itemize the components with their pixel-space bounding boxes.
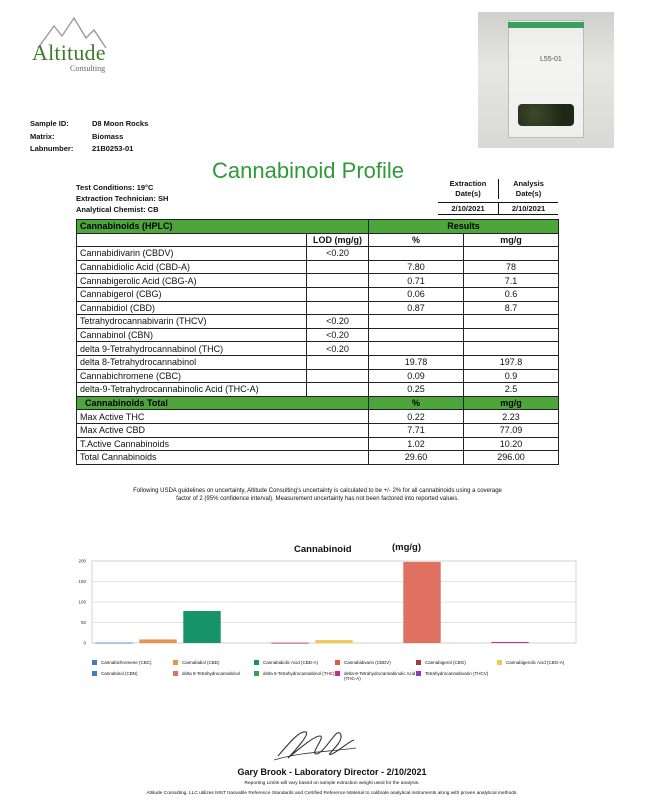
legend-label: Cannabidivarin (CBDV) bbox=[344, 660, 391, 665]
cannabinoid-name: Cannabichromene (CBC) bbox=[77, 369, 307, 383]
bar bbox=[95, 643, 132, 644]
total-name: T.Active Cannabinoids bbox=[77, 437, 369, 451]
cannabinoid-name: Cannabinol (CBN) bbox=[77, 328, 307, 342]
blank-header bbox=[77, 233, 307, 247]
legend-label: Cannabigerolic Acid (CBG-A) bbox=[506, 660, 565, 665]
mg-value: 2.5 bbox=[464, 383, 559, 397]
mg-value: 78 bbox=[464, 260, 559, 274]
logo-wordmark: Altitude bbox=[32, 40, 106, 65]
chart-legend bbox=[92, 660, 582, 687]
legend-swatch bbox=[335, 671, 340, 676]
table-row bbox=[77, 369, 559, 383]
table-row bbox=[77, 274, 559, 288]
results-table bbox=[76, 219, 559, 465]
totals-row bbox=[77, 410, 559, 424]
lod-value: <0.20 bbox=[307, 247, 369, 261]
percent-value bbox=[369, 315, 464, 329]
uncertainty-note bbox=[76, 487, 559, 503]
footer-reporting-limits: Reporting Limits will vary based on sample extraction weight used for the analysis. bbox=[244, 781, 420, 786]
mg-value: 8.7 bbox=[464, 301, 559, 315]
y-tick-label: 200 bbox=[78, 558, 86, 564]
legend-item bbox=[416, 660, 497, 665]
legend-item bbox=[173, 671, 254, 681]
dates-box bbox=[438, 179, 558, 215]
table-row bbox=[77, 260, 559, 274]
legend-item bbox=[335, 660, 416, 665]
chart-unit: (mg/g) bbox=[392, 542, 422, 553]
percent-value bbox=[369, 328, 464, 342]
cannabinoid-name: Cannabigerol (CBG) bbox=[77, 287, 307, 301]
legend-item bbox=[416, 671, 497, 681]
legend-item bbox=[254, 671, 335, 681]
totals-row bbox=[77, 451, 559, 465]
legend-label: delta 9-Tetrahydrocannabinol (THC) bbox=[263, 671, 335, 676]
table-row bbox=[77, 355, 559, 369]
cannabinoid-name: Cannabidiolic Acid (CBD-A) bbox=[77, 260, 307, 274]
mg-value bbox=[464, 247, 559, 261]
table-row bbox=[77, 301, 559, 315]
bar bbox=[403, 562, 440, 643]
table-row bbox=[77, 247, 559, 261]
sample-info-row bbox=[30, 143, 148, 156]
bar bbox=[491, 642, 528, 643]
cannabinoid-name: Tetrahydrocannabivarin (THCV) bbox=[77, 315, 307, 329]
legend-swatch bbox=[416, 671, 421, 676]
legend-item bbox=[254, 660, 335, 665]
percent-value: 0.71 bbox=[369, 274, 464, 288]
legend-swatch bbox=[335, 660, 340, 665]
legend-label: delta 8-Tetrahydrocannabinol bbox=[182, 671, 241, 676]
sample-info-value: Biomass bbox=[92, 131, 124, 141]
legend-item bbox=[92, 660, 173, 665]
cannabinoid-name: delta 9-Tetrahydrocannabinol (THC) bbox=[77, 342, 307, 356]
table-row bbox=[77, 342, 559, 356]
legend-swatch bbox=[416, 660, 421, 665]
totals-percent-header: % bbox=[369, 396, 464, 410]
altitude-logo bbox=[30, 14, 130, 76]
legend-swatch bbox=[254, 660, 259, 665]
lod-value bbox=[307, 383, 369, 397]
legend-swatch bbox=[497, 660, 502, 665]
cannabinoid-bar-chart bbox=[60, 555, 580, 655]
lod-value bbox=[307, 301, 369, 315]
cannabinoid-name: Cannabidiol (CBD) bbox=[77, 301, 307, 315]
page-title: Cannabinoid Profile bbox=[212, 158, 405, 183]
table-section-header bbox=[77, 220, 559, 234]
legend-swatch bbox=[92, 660, 97, 665]
logo-subtitle: Consulting bbox=[70, 64, 106, 73]
total-name: Total Cannabinoids bbox=[77, 451, 369, 465]
sample-info bbox=[30, 118, 148, 156]
total-percent: 29.60 bbox=[369, 451, 464, 465]
extraction-date-value: 2/10/2021 bbox=[451, 204, 485, 213]
legend-swatch bbox=[92, 671, 97, 676]
percent-value bbox=[369, 342, 464, 356]
total-percent: 1.02 bbox=[369, 437, 464, 451]
mg-value bbox=[464, 342, 559, 356]
y-tick-label: 0 bbox=[83, 640, 86, 646]
chart-title: Cannabinoid bbox=[294, 544, 352, 555]
sample-info-row bbox=[30, 118, 148, 131]
sample-info-key: Labnumber: bbox=[30, 144, 74, 153]
test-conditions bbox=[76, 182, 168, 215]
legend-row bbox=[92, 660, 582, 665]
legend-item bbox=[497, 660, 578, 665]
table-row bbox=[77, 383, 559, 397]
cannabinoid-name: delta-9-Tetrahydrocannabinolic Acid (THC-A) bbox=[77, 383, 307, 397]
total-percent: 0.22 bbox=[369, 410, 464, 424]
total-mg: 2.23 bbox=[464, 410, 559, 424]
bag-zip-seal bbox=[508, 22, 584, 28]
legend-label: Cannabigerol (CBG) bbox=[425, 660, 466, 665]
column-header-row bbox=[77, 233, 559, 247]
legend-swatch bbox=[254, 671, 259, 676]
footer-nist-statement: Altitude Consulting, LLC utilizes NIST traceable Reference Standards and Certified Reference Material to calibrate analytical instruments along with proven analytical methods. bbox=[146, 791, 518, 796]
mg-value: 7.1 bbox=[464, 274, 559, 288]
percent-value: 0.06 bbox=[369, 287, 464, 301]
lod-header: LOD (mg/g) bbox=[307, 233, 369, 247]
lod-value bbox=[307, 287, 369, 301]
y-tick-label: 100 bbox=[78, 599, 86, 605]
sample-photo bbox=[478, 12, 614, 148]
sample-info-value: 21B0253-01 bbox=[92, 144, 134, 153]
uncertainty-note-line-2: factor of 2 (95% confidence interval). Measurement uncertainty has not been factored into reported values. bbox=[176, 496, 459, 502]
cannabinoids-hplc-header: Cannabinoids (HPLC) bbox=[77, 220, 369, 234]
director-signature bbox=[270, 722, 360, 764]
percent-value: 0.25 bbox=[369, 383, 464, 397]
total-mg: 296.00 bbox=[464, 451, 559, 465]
sample-info-value: D8 Moon Rocks bbox=[92, 119, 149, 128]
percent-header: % bbox=[369, 233, 464, 247]
table-row bbox=[77, 328, 559, 342]
legend-label: Cannabidiol (CBD) bbox=[182, 660, 220, 665]
percent-value bbox=[369, 247, 464, 261]
cannabinoids-total-header: Cannabinoids Total bbox=[77, 396, 369, 410]
sample-info-key: Sample ID: bbox=[30, 119, 69, 128]
lod-value bbox=[307, 355, 369, 369]
totals-header-row bbox=[77, 396, 559, 410]
lod-value: <0.20 bbox=[307, 328, 369, 342]
mg-value: 197.8 bbox=[464, 355, 559, 369]
mg-value: 0.6 bbox=[464, 287, 559, 301]
legend-item bbox=[92, 671, 173, 681]
analysis-date-label: Analysis Date(s) bbox=[498, 179, 558, 199]
total-mg: 77.09 bbox=[464, 423, 559, 437]
cannabinoid-name: Cannabidivarin (CBDV) bbox=[77, 247, 307, 261]
bar bbox=[139, 639, 176, 643]
lod-value bbox=[307, 274, 369, 288]
percent-value: 19.78 bbox=[369, 355, 464, 369]
legend-item bbox=[335, 671, 416, 681]
extraction-technician: Extraction Technician: SH bbox=[76, 194, 169, 203]
test-conditions-temp: Test Conditions: 19°C bbox=[76, 183, 154, 192]
percent-value: 7.80 bbox=[369, 260, 464, 274]
legend-label: Cannabinol (CBN) bbox=[101, 671, 138, 676]
legend-label: Tetrahydrocannabivarin (THCV) bbox=[425, 671, 489, 676]
bar bbox=[271, 643, 308, 644]
bar bbox=[183, 611, 220, 643]
sample-material bbox=[518, 104, 574, 126]
results-header: Results bbox=[369, 220, 559, 234]
percent-value: 0.09 bbox=[369, 369, 464, 383]
cannabinoid-name: Cannabigerolic Acid (CBG-A) bbox=[77, 274, 307, 288]
totals-mg-header: mg/g bbox=[464, 396, 559, 410]
percent-value: 0.87 bbox=[369, 301, 464, 315]
totals-row bbox=[77, 437, 559, 451]
legend-swatch bbox=[173, 660, 178, 665]
y-tick-label: 50 bbox=[80, 620, 86, 625]
sample-info-key: Matrix: bbox=[30, 131, 55, 141]
lod-value bbox=[307, 260, 369, 274]
legend-row bbox=[92, 671, 582, 681]
total-name: Max Active CBD bbox=[77, 423, 369, 437]
table-row bbox=[77, 315, 559, 329]
legend-label: Cannabichromene (CBC) bbox=[101, 660, 152, 665]
signer-line: Gary Brook - Laboratory Director - 2/10/2021 bbox=[237, 767, 427, 777]
legend-item bbox=[173, 660, 254, 665]
y-tick-label: 150 bbox=[78, 579, 86, 584]
table-row bbox=[77, 287, 559, 301]
analytical-chemist: Analytical Chemist: CB bbox=[76, 205, 159, 214]
total-percent: 7.71 bbox=[369, 423, 464, 437]
sample-info-row bbox=[30, 131, 148, 144]
total-name: Max Active THC bbox=[77, 410, 369, 424]
analysis-date-value: 2/10/2021 bbox=[498, 203, 558, 214]
cannabinoid-name: delta 8-Tetrahydrocannabinol bbox=[77, 355, 307, 369]
extraction-date-label: Extraction Date(s) bbox=[449, 179, 487, 198]
legend-swatch bbox=[173, 671, 178, 676]
bar bbox=[315, 640, 352, 643]
lod-value: <0.20 bbox=[307, 315, 369, 329]
lod-value bbox=[307, 369, 369, 383]
totals-row bbox=[77, 423, 559, 437]
total-mg: 10.20 bbox=[464, 437, 559, 451]
mg-value bbox=[464, 315, 559, 329]
legend-label: delta-9-Tetrahydrocannabinolic Acid (THC-A) bbox=[344, 671, 416, 681]
legend-label: Cannabidiolic Acid (CBD-A) bbox=[263, 660, 319, 665]
mg-header: mg/g bbox=[464, 233, 559, 247]
mg-value: 0.9 bbox=[464, 369, 559, 383]
bag-label: L55-01 bbox=[540, 56, 562, 63]
lod-value: <0.20 bbox=[307, 342, 369, 356]
mg-value bbox=[464, 328, 559, 342]
uncertainty-note-line-1: Following USDA guidelines on uncertainty, Altitude Consulting's uncertainty is calculated to be +/- 2% for all cannabinoids using a coverage bbox=[133, 488, 502, 494]
